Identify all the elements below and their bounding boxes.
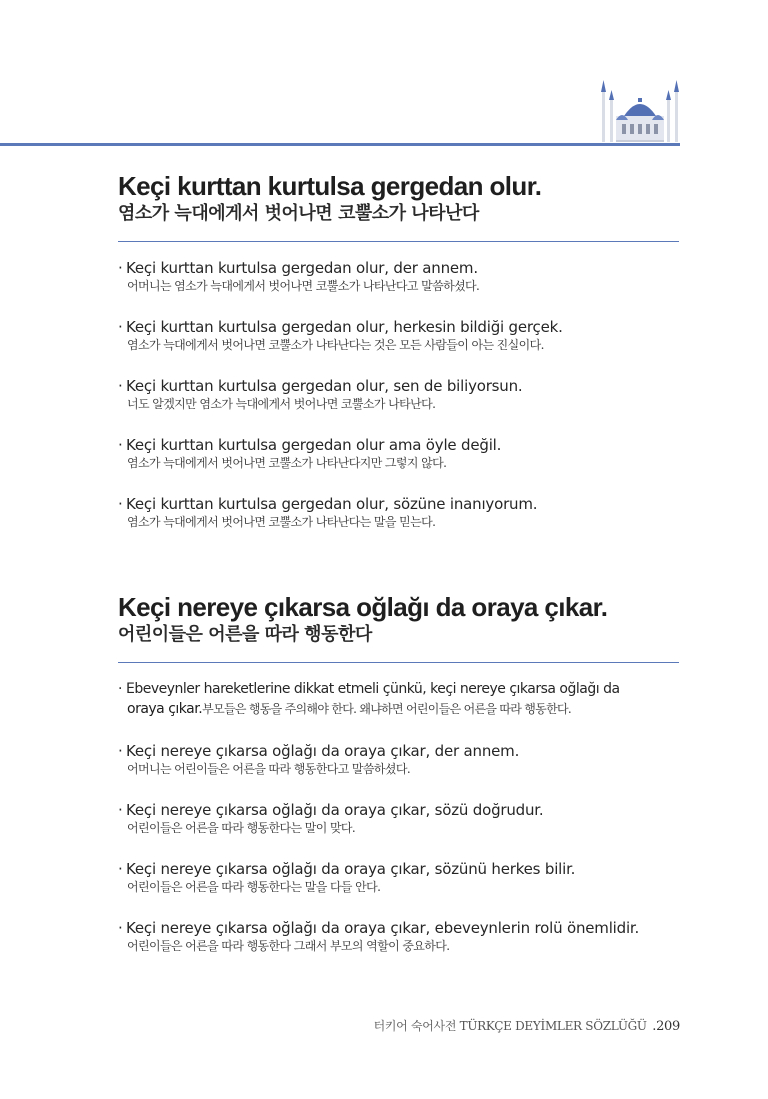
example-item	[118, 494, 680, 531]
bullet: ·	[118, 801, 123, 819]
example-ko: 너도 알겠지만 염소가 늑대에게서 벗어나면 코뿔소가 나타난다.	[127, 397, 436, 411]
example-ko-inline: 부모들은 행동을 주의해야 한다. 왜냐하면 어린이들은 어른을 따라 행동한다.	[202, 702, 571, 716]
idiom-section-1	[118, 171, 680, 553]
bullet: ·	[118, 860, 123, 878]
example-tr: Keçi nereye çıkarsa oğlağı da oraya çıkar, der annem.	[126, 742, 520, 760]
example-ko: 염소가 늑대에게서 벗어나면 코뿔소가 나타난다지만 그렇지 않다.	[127, 456, 447, 470]
example-ko: 어린이들은 어른을 따라 행동한다는 말을 다들 안다.	[127, 880, 381, 894]
page-footer	[374, 1017, 680, 1034]
bullet: ·	[118, 318, 123, 336]
example-ko: 어머니는 어린이들은 어른을 따라 행동한다고 말씀하셨다.	[127, 762, 411, 776]
example-tr-cont: oraya çıkar.	[127, 701, 203, 717]
example-tr: Keçi kurttan kurtulsa gergedan olur, herkesin bildiği gerçek.	[126, 318, 563, 336]
bullet: ·	[118, 919, 123, 937]
bullet: ·	[118, 495, 123, 513]
bullet: ·	[118, 436, 123, 454]
example-ko: 염소가 늑대에게서 벗어나면 코뿔소가 나타난다는 것은 모든 사람들이 아는 진실이다.	[127, 338, 544, 352]
example-ko: 어린이들은 어른을 따라 행동한다는 말이 맞다.	[127, 821, 356, 835]
page-number: .209	[652, 1019, 680, 1034]
section-divider	[118, 662, 679, 663]
bullet: ·	[118, 742, 123, 760]
example-tr: Keçi kurttan kurtulsa gergedan olur ama öyle değil.	[126, 436, 502, 454]
example-tr: Keçi nereye çıkarsa oğlağı da oraya çıkar, ebeveynlerin rolü önemlidir.	[126, 919, 640, 937]
example-tr: Keçi kurttan kurtulsa gergedan olur, sözüne inanıyorum.	[126, 495, 538, 513]
example-item	[118, 918, 680, 955]
example-item	[118, 859, 680, 896]
bullet: ·	[118, 377, 123, 395]
example-tr: Ebeveynler hareketlerine dikkat etmeli çünkü, keçi nereye çıkarsa oğlağı da	[126, 681, 620, 697]
example-tr: Keçi kurttan kurtulsa gergedan olur, sen de biliyorsun.	[126, 377, 523, 395]
example-ko: 염소가 늑대에게서 벗어나면 코뿔소가 나타난다는 말을 믿는다.	[127, 515, 436, 529]
header-rule	[0, 143, 680, 146]
example-ko: 어머니는 염소가 늑대에게서 벗어나면 코뿔소가 나타난다고 말씀하셨다.	[127, 279, 480, 293]
example-item	[118, 258, 680, 295]
example-item	[118, 317, 680, 354]
example-item	[118, 741, 680, 778]
mosque-icon	[598, 78, 682, 144]
example-item	[118, 679, 680, 719]
idiom-title-ko: 어린이들은 어른을 따라 행동한다	[118, 624, 372, 645]
example-tr: Keçi nereye çıkarsa oğlağı da oraya çıkar, sözü doğrudur.	[126, 801, 544, 819]
bullet: ·	[118, 259, 123, 277]
section-divider	[118, 241, 679, 242]
example-item	[118, 435, 680, 472]
footer-book-title: 터키어 숙어사전 TÜRKÇE DEYİMLER SÖZLÜĞÜ	[373, 1019, 647, 1033]
example-item	[118, 800, 680, 837]
example-tr: Keçi kurttan kurtulsa gergedan olur, der annem.	[126, 259, 478, 277]
example-item	[118, 376, 680, 413]
example-tr: Keçi nereye çıkarsa oğlağı da oraya çıkar, sözünü herkes bilir.	[126, 860, 576, 878]
example-ko: 어린이들은 어른을 따라 행동한다 그래서 부모의 역할이 중요하다.	[127, 939, 450, 953]
idiom-title-tr: Keçi nereye çıkarsa oğlağı da oraya çıkar.	[118, 592, 608, 622]
idiom-section-2	[118, 592, 680, 977]
idiom-title-tr: Keçi kurttan kurtulsa gergedan olur.	[118, 171, 542, 201]
bullet: ·	[118, 681, 122, 697]
idiom-title-ko: 염소가 늑대에게서 벗어나면 코뿔소가 나타난다	[118, 203, 479, 224]
